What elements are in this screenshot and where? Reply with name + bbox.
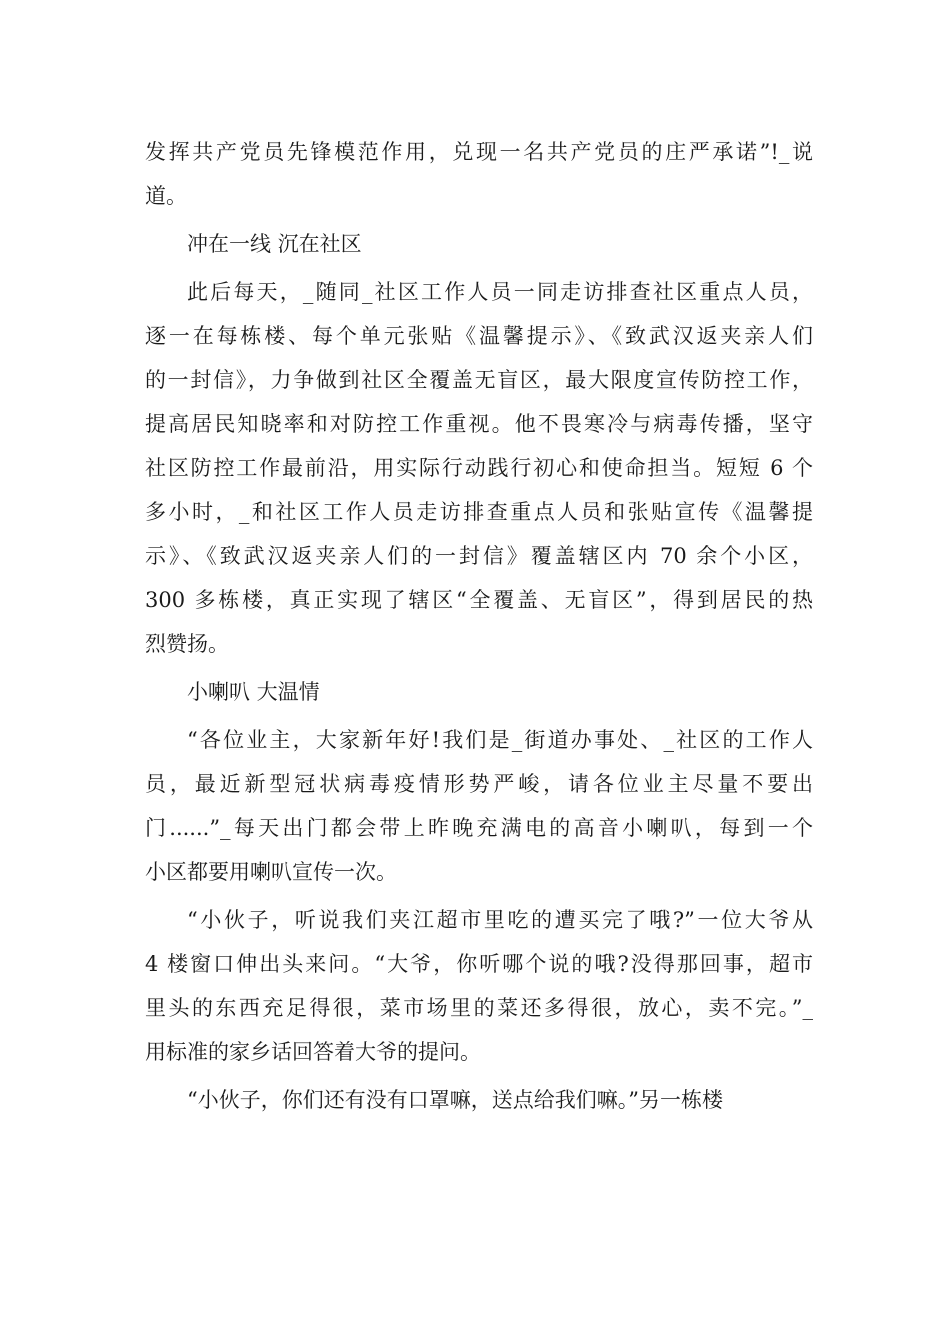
paragraph: [145, 270, 813, 666]
text-line: 此后每天，_随同_社区工作人员一同走访排查社区重点人员，: [187, 280, 813, 304]
text-line: 小区都要用喇叭宣传一次。: [145, 860, 397, 884]
text-line: 4 楼窗口伸出头来问。“大爷，你听哪个说的哦?没得那回事，超市: [145, 952, 813, 976]
text-line: 发挥共产党员先锋模范作用，兑现一名共产党员的庄严承诺”!_说: [145, 140, 813, 164]
text-line: 里头的东西充足得很，菜市场里的菜还多得很，放心，卖不完。”_: [145, 996, 813, 1020]
text-line: 社区防控工作最前沿，用实际行动践行初心和使命担当。短短 6 个: [145, 456, 813, 480]
paragraph: [145, 130, 813, 218]
text-line: 示》、《致武汉返夹亲人们的一封信》覆盖辖区内 70 余个小区，: [145, 544, 813, 568]
paragraph: [145, 1078, 813, 1122]
text-line: “小伙子，听说我们夹江超市里吃的遭买完了哦?”一位大爷从: [187, 908, 813, 932]
text-line: “小伙子，你们还有没有口罩嘛，送点给我们嘛。”另一栋楼: [187, 1088, 723, 1112]
text-line: 300 多栋楼，真正实现了辖区“全覆盖、无盲区”，得到居民的热: [145, 588, 813, 612]
text-line: 门......”_每天出门都会带上昨晚充满电的高音小喇叭，每到一个: [145, 816, 813, 840]
paragraph: [145, 898, 813, 1074]
text-line: 的一封信》，力争做到社区全覆盖无盲区，最大限度宣传防控工作，: [145, 368, 813, 392]
text-line: 烈赞扬。: [145, 632, 229, 656]
text-line: 提高居民知晓率和对防控工作重视。他不畏寒冷与病毒传播，坚守: [145, 412, 813, 436]
text-line: 多小时，_和社区工作人员走访排查重点人员和张贴宣传《温馨提: [145, 500, 813, 524]
document-body: [145, 130, 813, 1122]
text-line: “各位业主，大家新年好!我们是_街道办事处、_社区的工作人: [187, 728, 813, 752]
text-line: 道。: [145, 184, 187, 208]
text-line: 员，最近新型冠状病毒疫情形势严峻，请各位业主尽量不要出: [145, 772, 813, 796]
text-line: 逐一在每栋楼、每个单元张贴《温馨提示》、《致武汉返夹亲人们: [145, 324, 813, 348]
section-heading: 小喇叭 大温情: [187, 680, 320, 704]
text-line: 用标准的家乡话回答着大爷的提问。: [145, 1040, 481, 1064]
section-heading: 冲在一线 沉在社区: [187, 232, 362, 256]
paragraph: [145, 718, 813, 894]
